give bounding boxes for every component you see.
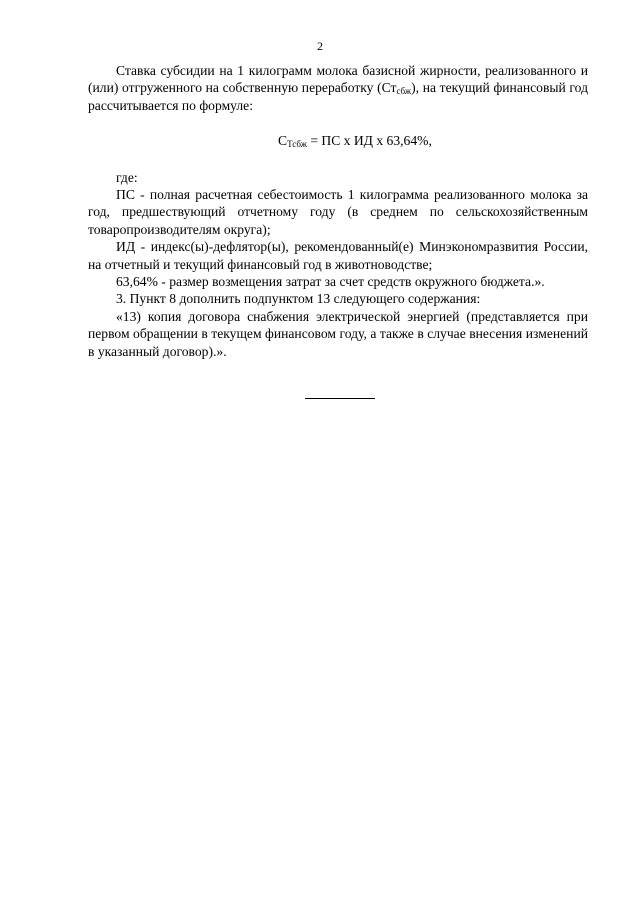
paragraph-subsidy-rate xyxy=(88,62,588,114)
paragraph-id-definition: ИД - индекс(ы)-дефлятор(ы), рекомендованный(е) Минэкономразвития России, на отчетный и текущий финансовый год в животноводстве; xyxy=(88,239,588,272)
subsidy-rate-text-end: ), на текущий финансовый год рассчитывается по формуле: xyxy=(88,80,588,113)
paragraph-point-3: 3. Пункт 8 дополнить подпунктом 13 следующего содержания: xyxy=(116,291,481,307)
formula-lhs-subscript: Тсбж xyxy=(287,139,307,150)
paragraph-where: где: xyxy=(116,169,138,185)
formula-rhs: = ПС х ИД х 63,64%, xyxy=(306,133,432,149)
subsidy-rate-text-start: Ставка субсидии на 1 килограмм молока базисной жирности, реализованного и (или) отгруженного на собственную переработку (Ст xyxy=(88,63,588,96)
formula-lhs: С xyxy=(278,133,288,149)
subsidy-rate-subscript: сбж xyxy=(396,86,412,97)
document-body xyxy=(88,62,588,360)
end-of-document-divider xyxy=(305,398,375,399)
page-number: 2 xyxy=(317,39,323,53)
paragraph-percent-definition: 63,64% - размер возмещения затрат за счет средств окружного бюджета.». xyxy=(116,274,545,290)
formula xyxy=(88,132,588,149)
paragraph-subpoint-13: «13) копия договора снабжения электрической энергией (представляется при первом обращении в текущем финансовом году, а также в случае внесения изменений в указанный договор).». xyxy=(88,308,588,359)
paragraph-ps-definition: ПС - полная расчетная себестоимость 1 килограмма реализованного молока за год, предшествующий отчетному году (в среднем по сельскохозяйственным товаропроизводителям округа); xyxy=(88,187,588,237)
